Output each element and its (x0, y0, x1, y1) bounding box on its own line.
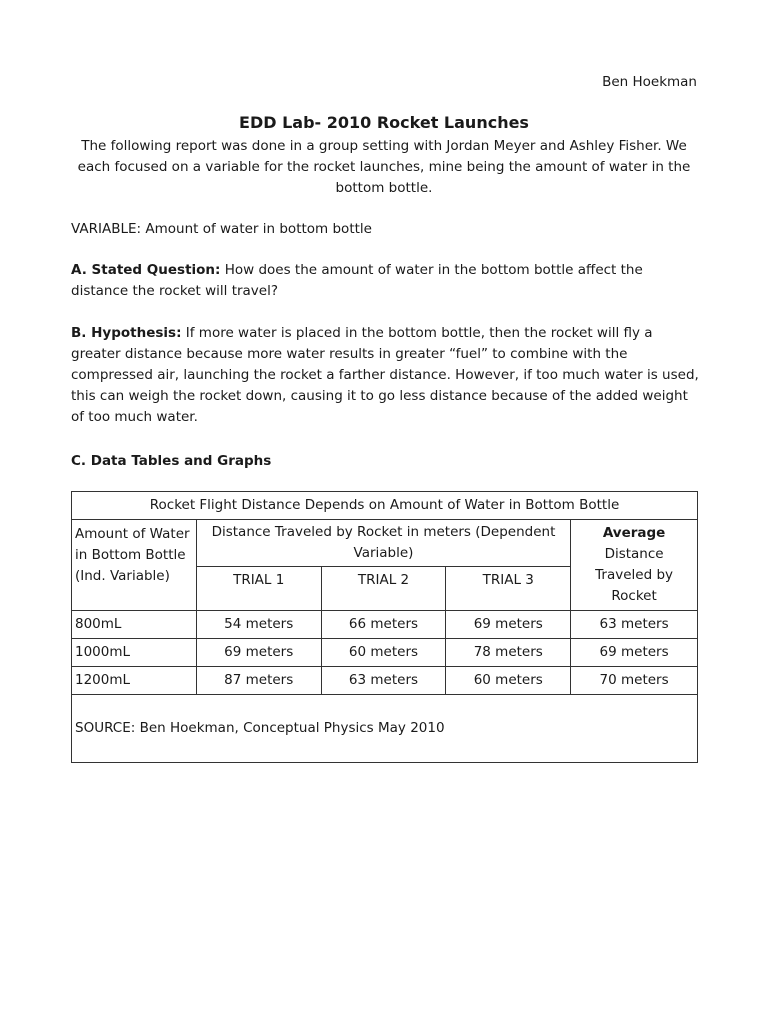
trial-2-cell: 60 meters (321, 639, 446, 667)
average-cell: 69 meters (571, 639, 698, 667)
variable-label: VARIABLE: (71, 221, 142, 237)
section-c-heading (71, 451, 701, 472)
average-header (571, 520, 698, 611)
table-row (72, 611, 698, 639)
amount-cell: 800mL (72, 611, 197, 639)
trial-3-cell: 78 meters (446, 639, 571, 667)
average-header-bold: Average (602, 525, 666, 541)
question-text: How does the amount of water in the bottom bottle affect the distance the rocket will travel? (71, 262, 643, 299)
intro-paragraph: The following report was done in a group setting with Jordan Meyer and Ashley Fisher. We each focused on a variable for the rocket launches, mine being the amount of water in the bottom bottle. (77, 138, 691, 196)
document-title: EDD Lab- 2010 Rocket Launches (239, 113, 529, 132)
table-header-row (72, 520, 698, 567)
source-row (72, 695, 698, 763)
amount-cell: 1000mL (72, 639, 197, 667)
author-name: Ben Hoekman (602, 74, 697, 90)
trial-2-cell: 66 meters (321, 611, 446, 639)
average-header-rest: Distance Traveled by Rocket (595, 546, 673, 604)
trial-3-cell: 69 meters (446, 611, 571, 639)
average-cell: 70 meters (571, 667, 698, 695)
trial-3-cell: 60 meters (446, 667, 571, 695)
question-label: A. Stated Question: (71, 262, 221, 278)
trial-1-cell: 87 meters (196, 667, 321, 695)
variable-line (71, 219, 701, 240)
data-table (71, 491, 698, 763)
source-text: SOURCE: Ben Hoekman, Conceptual Physics May 2010 (72, 695, 698, 763)
table-caption: Rocket Flight Distance Depends on Amount of Water in Bottom Bottle (72, 492, 698, 520)
amount-header: Amount of Water in Bottom Bottle (Ind. Variable) (72, 520, 197, 611)
trial-1-cell: 54 meters (196, 611, 321, 639)
table-caption-row (72, 492, 698, 520)
variable-text: Amount of water in bottom bottle (141, 221, 372, 237)
hypothesis-label: B. Hypothesis: (71, 325, 182, 341)
trial-2-cell: 63 meters (321, 667, 446, 695)
section-c-label: C. Data Tables and Graphs (71, 453, 272, 469)
trial-3-header: TRIAL 3 (446, 567, 571, 611)
table-row (72, 667, 698, 695)
distance-header: Distance Traveled by Rocket in meters (Dependent Variable) (196, 520, 570, 567)
trial-1-header: TRIAL 1 (196, 567, 321, 611)
table-row (72, 639, 698, 667)
trial-1-cell: 69 meters (196, 639, 321, 667)
hypothesis-text: If more water is placed in the bottom bottle, then the rocket will fly a greater distance because more water results in greater “fuel” to combine with the compressed air, launching the rocket a farther distance. However, if too much water is used, this can weigh the rocket down, causing it to go less distance because of the added weight of too much water. (71, 325, 699, 425)
hypothesis (71, 323, 701, 428)
stated-question (71, 260, 701, 302)
trial-2-header: TRIAL 2 (321, 567, 446, 611)
amount-cell: 1200mL (72, 667, 197, 695)
average-cell: 63 meters (571, 611, 698, 639)
